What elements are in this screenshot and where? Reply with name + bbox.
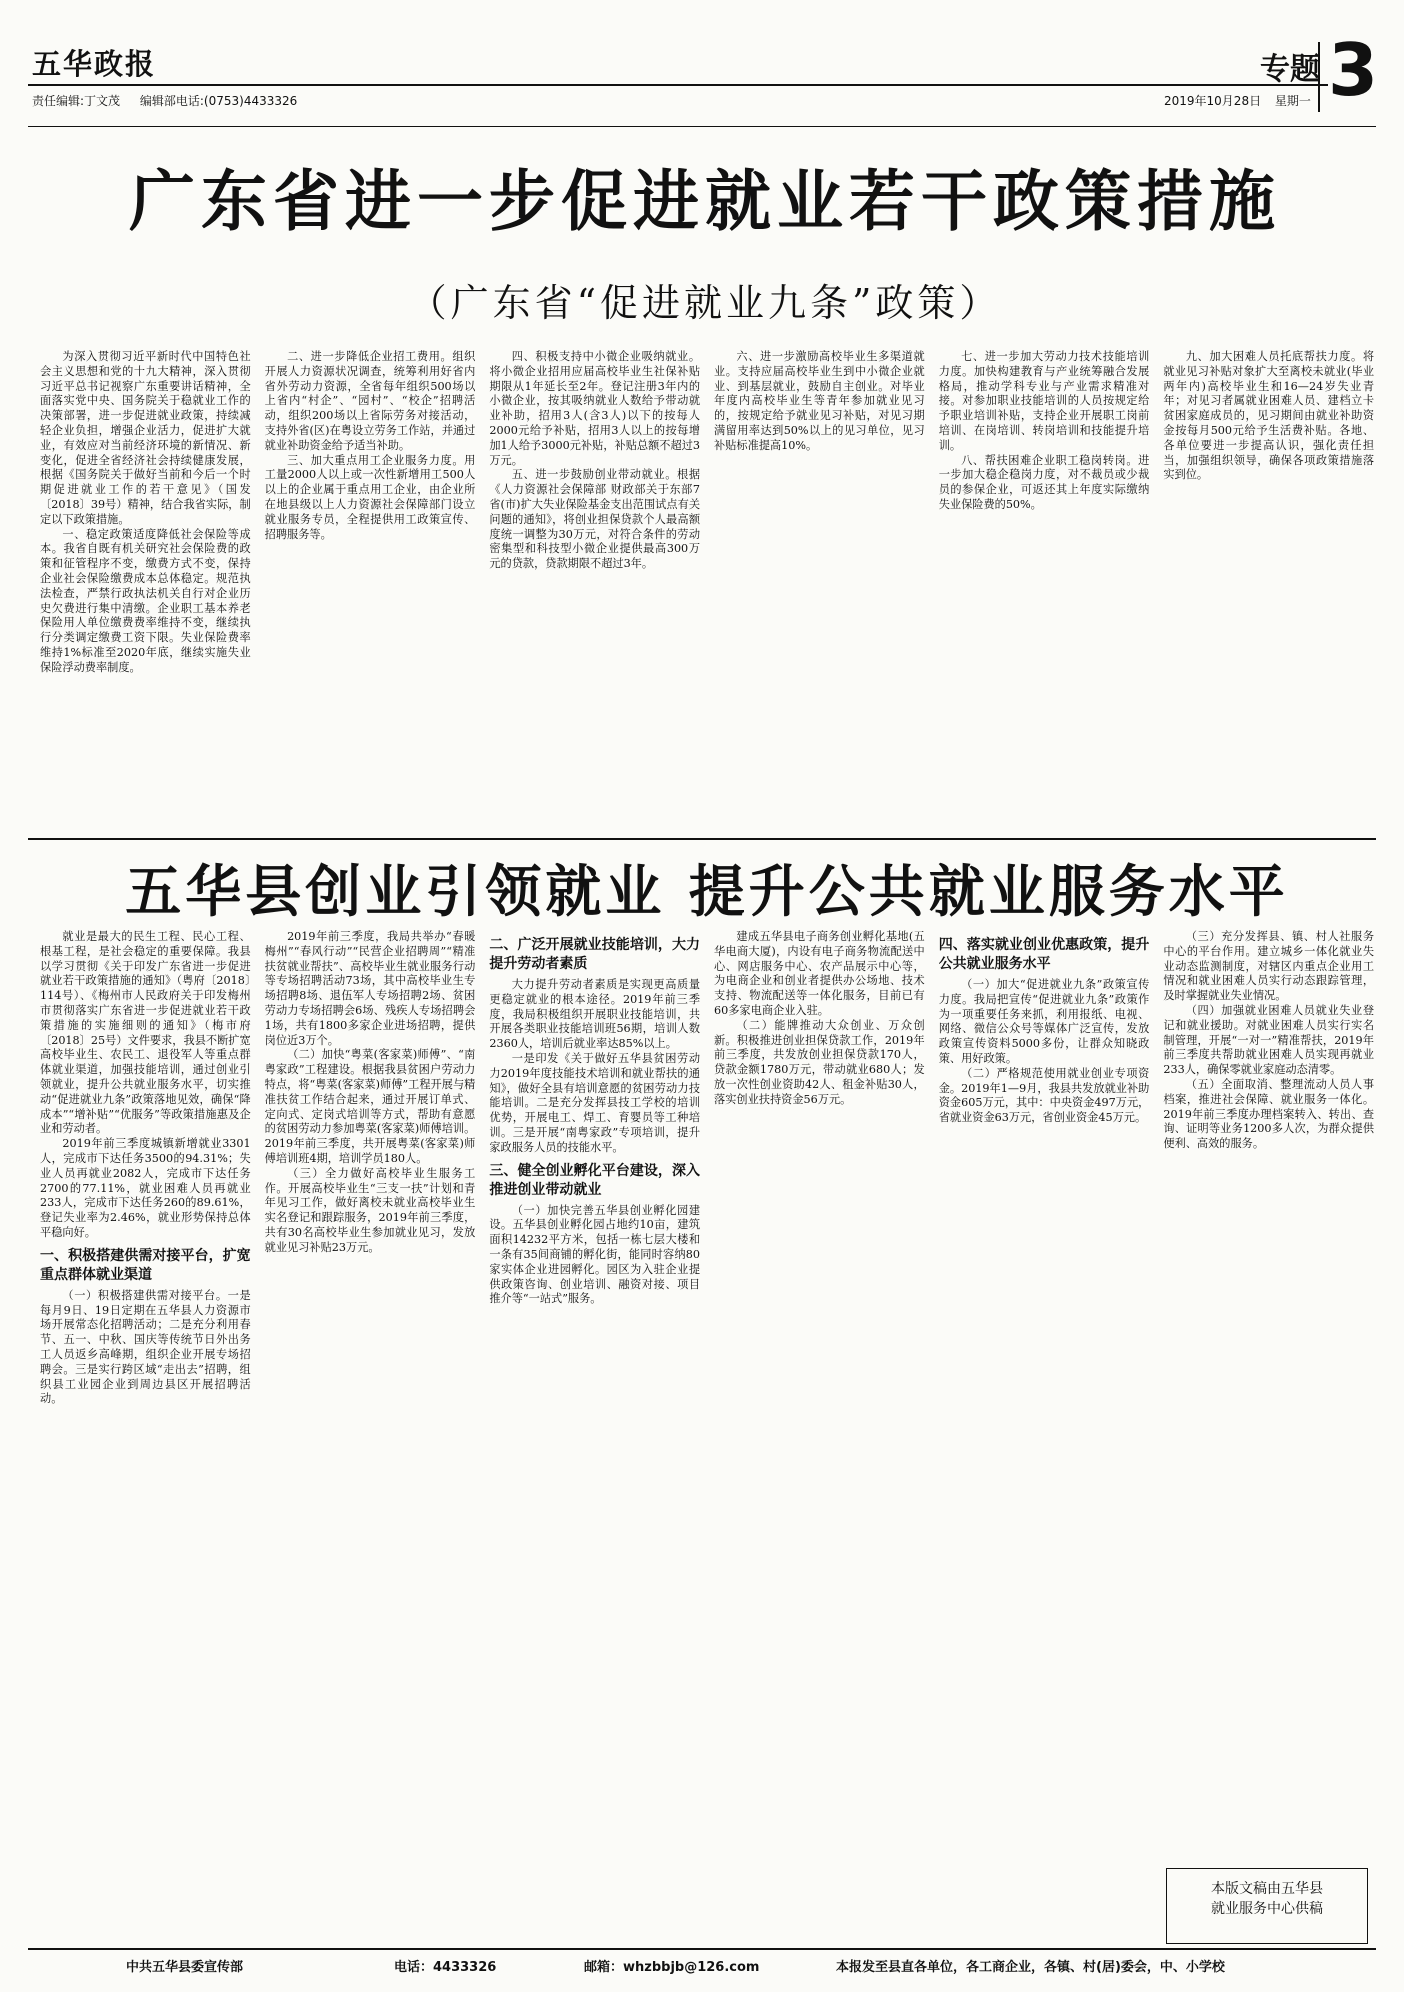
article1-col-1 (40, 350, 251, 830)
article2-col-3 (489, 930, 700, 1930)
source-line-1: 本版文稿由五华县 (1211, 1881, 1323, 1897)
paper-name: 五华政报 (32, 47, 157, 81)
section-label: 专题 (1260, 52, 1320, 87)
article1-col-4 (714, 350, 925, 830)
paragraph: （三）全力做好高校毕业生服务工作。开展高校毕业生“三支一扶”计划和青年见习工作，做好离校未就业高校毕业生实名登记和跟踪服务，2019年前三季度，共有30名高校毕业生参加就业见习，发放就业见习补贴23万元。 (264, 1166, 476, 1254)
subheading: 二、广泛开展就业技能培训，大力提升劳动者素质 (489, 937, 701, 972)
page-number: 3 (1328, 28, 1379, 112)
paragraph: 三、加大重点用工企业服务力度。用工量2000人以上或一次性新增用工500人以上的企业属于重点用工企业，由企业所在地县级以上人力资源社会保障部门设立就业服务专员，全程提供用工政策宣传、招聘服务等。 (264, 453, 476, 541)
editor-phone: 编辑部电话:(0753)4433326 (139, 94, 298, 108)
paragraph: （二）加快“粤菜(客家菜)师傅”、“南粤家政”工程建设。根据我县贫困户劳动力特点，将“粤菜(客家菜)师傅”工程开展与精准扶贫工作结合起来，通过开展订单式、定向式、定岗式培训等方式，帮助有意愿的贫困劳动力参加粤菜(客家菜)师傅培训。2019年前三季度，共开展粤菜(客家菜)师傅培训班4期，培训学员180人。 (264, 1048, 476, 1165)
article2-title: 五华县创业引领就业 提升公共就业服务水平 (125, 859, 1289, 925)
article2-col-1 (40, 930, 251, 1930)
paragraph: 五、进一步鼓励创业带动就业。根据《人力资源社会保障部 财政部关于东部7省(市)扩大失业保险基金支出范围试点有关问题的通知》，将创业担保贷款个人最高额度统一调整为30万元，对符合条件的劳动密集型和科技型小微企业提供最高300万元的贷款，贷款期限不超过3年。 (489, 468, 701, 571)
paragraph: （一）积极搭建供需对接平台。一是每月9日、19日定期在五华县人力资源市场开展常态化招聘活动；二是充分利用春节、五一、中秋、国庆等传统节日外出务工人员返乡高峰期，组织企业开展专场招聘会。三是实行跨区域“走出去”招聘，组织县工业园企业到周边县区开展招聘活动。 (40, 1288, 251, 1406)
footer-phone: 电话：4433326 (394, 1960, 497, 1975)
article2-col-4 (714, 930, 925, 1930)
article1-subtitle: （广东省“促进就业九条”政策） (408, 281, 1002, 325)
article2-col-2 (265, 930, 476, 1930)
paragraph: （五）全面取消、整理流动人员人事档案，推进社会保障、就业服务一体化。2019年前三季度办理档案转入、转出、查询、证明等业务1200多人次，为群众提供便利、高效的服务。 (1163, 1077, 1375, 1151)
paragraph: 八、帮扶困难企业职工稳岗转岗。进一步加大稳企稳岗力度，对不裁员或少裁员的参保企业，可返还其上年度实际缴纳失业保险费的50%。 (938, 453, 1150, 511)
article1-body (40, 350, 1374, 830)
footer-rule (28, 1948, 1376, 1950)
paragraph: 就业是最大的民生工程、民心工程、根基工程，是社会稳定的重要保障。我县以学习贯彻《关于印发广东省进一步促进就业若干政策措施的通知》（粤府〔2018〕114号）、《梅州市人民政府关于印发梅州市贯彻落实广东省进一步促进就业若干政策措施的实施细则的通知》（梅市府〔2018〕25号）文件要求，我县不断扩宽高校毕业生、农民工、退役军人等重点群体就业渠道，加强技能培训，通过创业引领就业，提升公共就业服务水平，切实推动“促进就业九条”政策落地见效，确保“降成本”“增补贴”“优服务”等政策措施惠及企业和劳动者。 (40, 930, 251, 1136)
article2-col-6 (1163, 930, 1374, 1930)
subheading: 一、积极搭建供需对接平台，扩宽重点群体就业渠道 (40, 1247, 251, 1283)
paragraph: （一）加大“促进就业九条”政策宣传力度。我局把宣传“促进就业九条”政策作为一项重要任务来抓，利用报纸、电视、网络、微信公众号等媒体广泛宣传，发放政策宣传资料5000多份，让群众知晓政策、用好政策。 (938, 978, 1150, 1065)
issue-date (1154, 92, 1311, 109)
article1-col-5 (939, 350, 1150, 830)
source-line-2: 就业服务中心供稿 (1211, 1901, 1323, 1917)
weekday-text: 星期一 (1274, 94, 1311, 108)
paragraph: 大力提升劳动者素质是实现更高质量更稳定就业的根本途径。2019年前三季度，我局积极组织开展职业技能培训，共开展各类职业技能培训班56期，培训人数2360人，培训后就业率达85%以上。 (489, 978, 701, 1051)
editor-name: 责任编辑:丁文茂 (32, 94, 121, 108)
paragraph: （二）严格规范使用就业创业专项资金。2019年1—9月，我县共发放就业补助资金605万元，其中：中央资金497万元，省就业资金63万元，省创业资金45万元。 (938, 1066, 1150, 1125)
paragraph: 一、稳定政策适度降低社会保险等成本。我省自既有机关研究社会保险费的政策和征管程序不变，缴费方式不变，保持企业社会保险缴费成本总体稳定。规范执法检查，严禁行政执法机关自行对企业历史欠费进行集中清缴。企业职工基本养老保险用人单位缴费费率维持不变，继续执行分类调定缴费工资下限。失业保险费率维持1%标准至2020年底，继续实施失业保险浮动费率制度。 (40, 527, 251, 674)
paragraph: （四）加强就业困难人员就业失业登记和就业援助。对就业困难人员实行实名制管理，开展“一对一”精准帮扶，2019年前三季度共帮助就业困难人员实现再就业233人，确保零就业家庭动态清零。 (1163, 1003, 1375, 1077)
footer-publisher: 中共五华县委宣传部 (126, 1960, 244, 1975)
source-box (1166, 1868, 1368, 1944)
section-divider (28, 838, 1376, 840)
editor-line (32, 92, 313, 109)
subheading: 三、健全创业孵化平台建设，深入推进创业带动就业 (489, 1162, 701, 1198)
paragraph: 为深入贯彻习近平新时代中国特色社会主义思想和党的十九大精神，深入贯彻习近平总书记视察广东重要讲话精神，全面落实党中央、国务院关于稳就业工作的决策部署，进一步促进就业政策，持续减轻企业负担，增强企业活力，促进扩大就业，有效应对当前经济环境的新情况、新变化，促进全省经济社会持续健康发展，根据《国务院关于做好当前和今后一个时期促进就业工作的若干意见》（国发〔2018〕39号）精神，结合我省实际，制定以下政策措施。 (40, 350, 251, 526)
footer-distribution: 本报发至县直各单位，各工商企业，各镇、村(居)委会，中、小学校 (836, 1960, 1225, 1975)
header-rule (28, 126, 1376, 127)
paragraph: 二、进一步降低企业招工费用。组织开展人力资源状况调查，统筹利用好省内省外劳动力资源，全省每年组织500场以上省内“村企”、“园村”、“校企”招聘活动，组织200场以上省际劳务对接活动，支持外省(区)在粤设立劳务工作站，并通过就业补助资金给予适当补助。 (264, 350, 476, 452)
paragraph: （一）加快完善五华县创业孵化园建设。五华县创业孵化园占地约10亩，建筑面积14232平方米，包括一栋七层大楼和一条有35间商铺的孵化街，能同时容纳80家实体企业进园孵化。园区为入驻企业提供政策咨询、创业培训、融资对接、项目推介等“一站式”服务。 (489, 1203, 701, 1306)
footer-email: 邮箱：whzbbjb@126.com (584, 1960, 760, 1975)
paragraph: 一是印发《关于做好五华县贫困劳动力2019年度技能技术培训和就业帮扶的通知》，做好全县有培训意愿的贫困劳动力技能培训。二是充分发挥县技工学校的培训优势，开展电工、焊工、育婴员等工种培训。三是开展“南粤家政”专项培训，提升家政服务人员的技能水平。 (489, 1051, 701, 1154)
masthead-divider (1318, 42, 1320, 112)
masthead (28, 28, 1379, 120)
article1-col-6 (1163, 350, 1374, 830)
paragraph: 2019年前三季度，我局共举办“春暖梅州”“春风行动”“民营企业招聘周”“精准扶贫就业帮扶”、高校毕业生就业服务行动等专场招聘活动73场，其中高校毕业生专场招聘8场、退伍军人专场招聘2场、贫困劳动力专场招聘会6场、残疾人专场招聘会1场，共有1800多家企业进场招聘，提供岗位近3万个。 (264, 930, 476, 1047)
paragraph: （二）能牌推动大众创业、万众创新。积极推进创业担保贷款工作，2019年前三季度，共发放创业担保贷款170人，贷款金额1780万元，带动就业680人；发放一次性创业资助42人、租金补贴30人，落实创业扶持资金56万元。 (714, 1018, 925, 1106)
article2-col-5 (939, 930, 1150, 1930)
paragraph: 六、进一步激励高校毕业生多渠道就业。支持应届高校毕业生到中小微企业就业、到基层就业，鼓励自主创业。对毕业年度内高校毕业生等青年参加就业见习的，按规定给予就业见习补贴，对见习期满留用率达到50%以上的见习单位，见习补贴标准提高10%。 (714, 350, 925, 452)
date-text: 2019年10月28日 (1164, 94, 1262, 108)
article2-body (40, 930, 1374, 1930)
paragraph: （三）充分发挥县、镇、村人社服务中心的平台作用。建立城乡一体化就业失业动态监测制度，对辖区内重点企业用工情况和就业困难人员实行动态跟踪管理，及时掌握就业失业情况。 (1163, 930, 1375, 1003)
masthead-rule (28, 84, 1328, 86)
paragraph: 九、加大困难人员托底帮扶力度。将就业见习补贴对象扩大至离校未就业(毕业两年内)高校毕业生和16—24岁失业青年；对见习者属就业困难人员、建档立卡贫困家庭成员的，见习期间由就业补助资金按每月500元给予生活费补贴。各地、各单位要进一步提高认识，强化责任担当，加强组织领导，确保各项政策措施落实到位。 (1163, 350, 1375, 482)
article1-col-3 (489, 350, 700, 830)
paragraph: 建成五华县电子商务创业孵化基地(五华电商大厦)，内设有电子商务物流配送中心、网店服务中心、农产品展示中心等，为电商企业和创业者提供办公场地、技术支持、物流配送等一体化服务，目前已有60多家电商企业入驻。 (714, 930, 925, 1017)
paragraph: 七、进一步加大劳动力技术技能培训力度。加快构建教育与产业统筹融合发展格局，推动学科专业与产业需求精准对接。对参加职业技能培训的人员按规定给予职业培训补贴，支持企业开展职工岗前培训、在岗培训、转岗培训和技能提升培训。 (938, 350, 1150, 452)
paragraph: 2019年前三季度城镇新增就业3301人，完成市下达任务3500的94.31%；失业人员再就业2082人，完成市下达任务2700的77.11%，就业困难人员再就业233人，完成市下达任务260的89.61%，登记失业率为2.46%，就业形势保持总体平稳向好。 (40, 1137, 251, 1239)
article1-col-2 (265, 350, 476, 830)
subheading: 四、落实就业创业优惠政策，提升公共就业服务水平 (938, 937, 1150, 972)
article1-title: 广东省进一步促进就业若干政策措施 (129, 162, 1281, 240)
paragraph: 四、积极支持中小微企业吸纳就业。将小微企业招用应届高校毕业生社保补贴期限从1年延长至2年。登记注册3年内的小微企业，按其吸纳就业人数给予带动就业补助，招用3人(含3人)以下的按每人2000元给予补贴，招用3人以上的按每增加1人给予3000元补贴，补贴总额不超过3万元。 (489, 350, 701, 467)
